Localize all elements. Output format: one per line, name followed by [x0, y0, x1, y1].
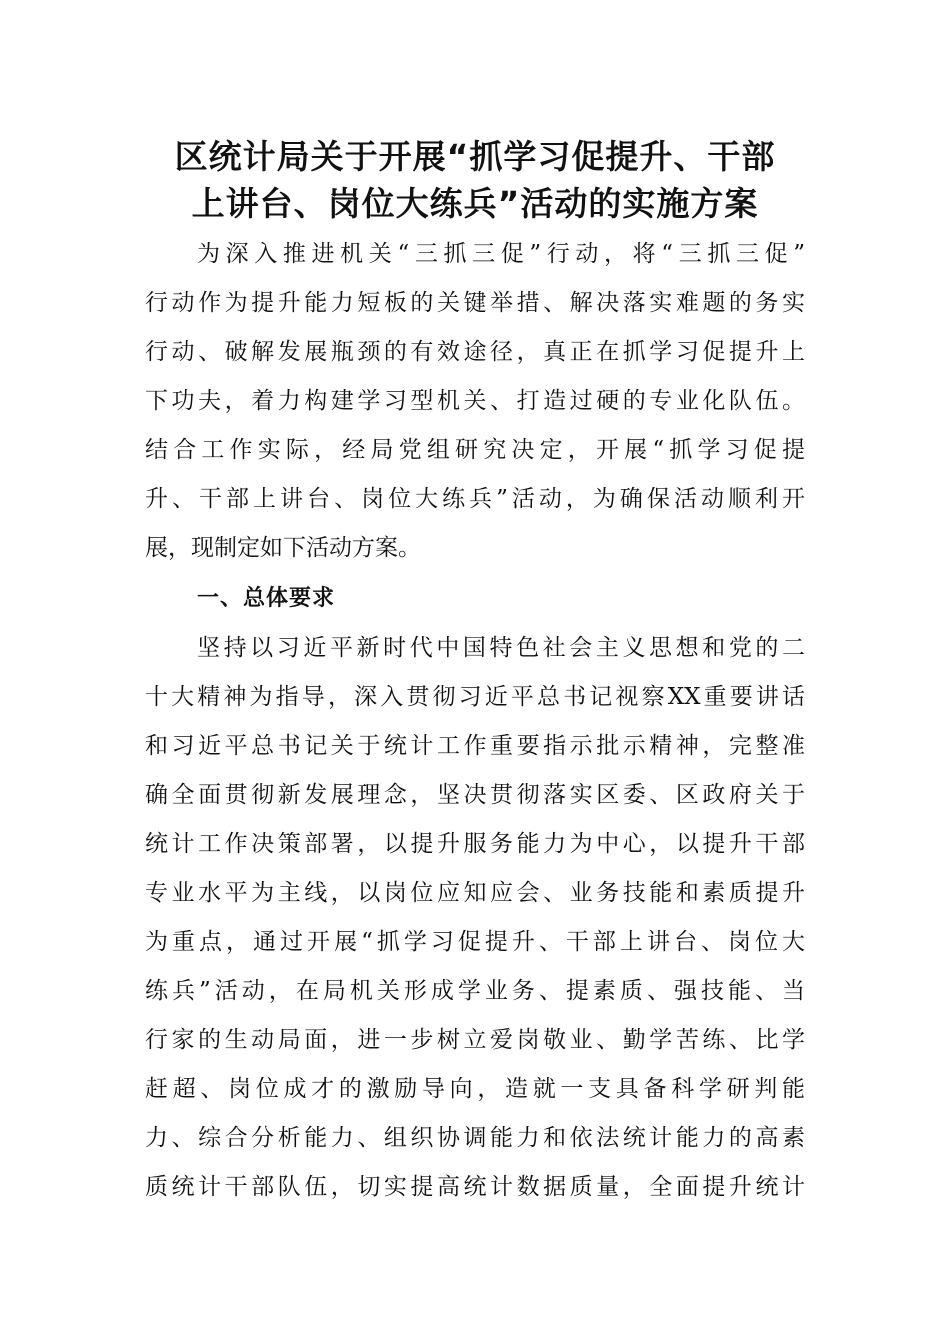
document-title-line-2: 上讲台、岗位大练兵”活动的实施方案 — [191, 184, 759, 223]
section1-paragraph-line: 为重点，通过开展“抓学习促提升、干部上讲台、岗位大 — [145, 929, 805, 955]
section-heading-overall-requirements: 一、总体要求 — [197, 586, 336, 611]
intro-paragraph-line: 展，现制定如下活动方案。 — [145, 535, 421, 561]
intro-paragraph-line: 行动作为提升能力短板的关键举措、解决落实难题的务实 — [145, 290, 805, 316]
document-title-line-1: 区统计局关于开展“抓学习促提升、干部 — [174, 137, 776, 176]
section1-paragraph-line: 坚持以习近平新时代中国特色社会主义思想和党的二 — [197, 635, 805, 661]
section1-paragraph-line: 力、综合分析能力、组织协调能力和依法统计能力的高素 — [145, 1125, 805, 1151]
intro-paragraph-line: 行动、破解发展瓶颈的有效途径，真正在抓学习促提升上 — [145, 339, 805, 365]
intro-paragraph-line: 下功夫，着力构建学习型机关、打造过硬的专业化队伍。 — [145, 388, 805, 414]
section1-paragraph-line: 练兵”活动，在局机关形成学业务、提素质、强技能、当 — [145, 978, 805, 1004]
section1-paragraph-line: 确全面贯彻新发展理念，坚决贯彻落实区委、区政府关于 — [145, 782, 805, 808]
intro-paragraph-line: 为深入推进机关“三抓三促”行动，将“三抓三促” — [197, 241, 805, 267]
intro-paragraph-line: 升、干部上讲台、岗位大练兵”活动，为确保活动顺利开 — [145, 486, 805, 512]
section1-paragraph-line: 行家的生动局面，进一步树立爱岗敬业、勤学苦练、比学 — [145, 1027, 805, 1053]
section1-paragraph-line: 和习近平总书记关于统计工作重要指示批示精神，完整准 — [145, 733, 805, 759]
section1-paragraph-line: 专业水平为主线，以岗位应知应会、业务技能和素质提升 — [145, 880, 805, 906]
section1-paragraph-line: 质统计干部队伍，切实提高统计数据质量，全面提升统计 — [145, 1174, 805, 1200]
intro-paragraph-line: 结合工作实际，经局党组研究决定，开展“抓学习促提 — [145, 437, 805, 463]
section1-paragraph-line: 十大精神为指导，深入贯彻习近平总书记视察XX重要讲话 — [145, 684, 805, 710]
section1-paragraph-line: 统计工作决策部署，以提升服务能力为中心，以提升干部 — [145, 831, 805, 857]
section1-paragraph-line: 赶超、岗位成才的激励导向，造就一支具备科学研判能 — [145, 1076, 805, 1102]
